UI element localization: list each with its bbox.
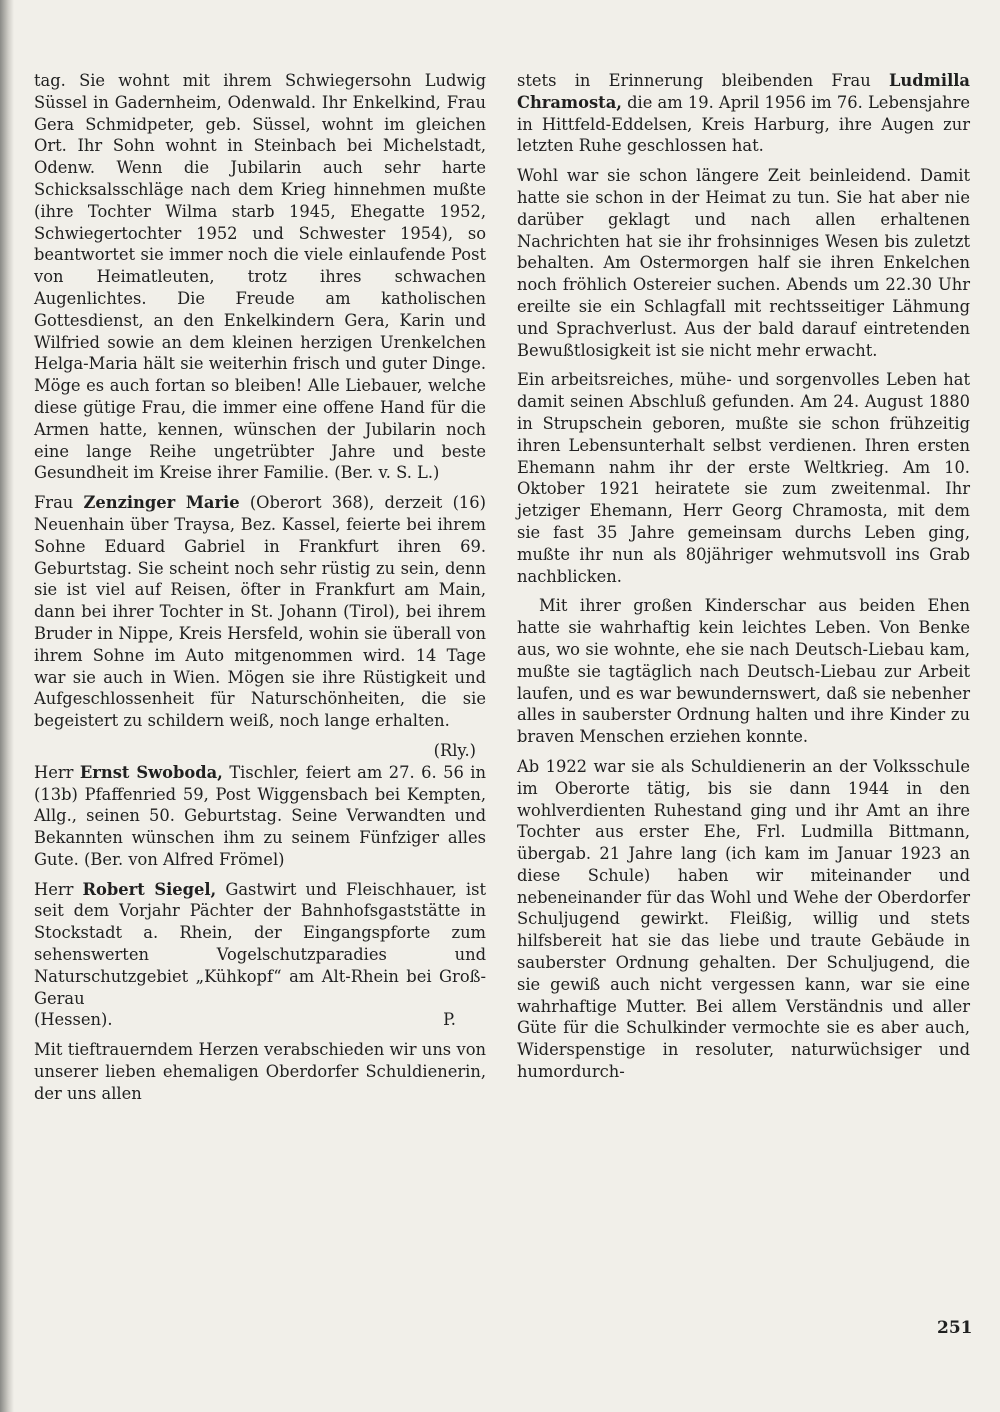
name-zenzinger: Zenzinger Marie: [83, 493, 240, 513]
left-column: [34, 70, 486, 1113]
binding-shadow: [0, 0, 14, 1412]
paragraph-illness: Wohl war sie schon längere Zeit beinleidend. Damit hatte sie schon in der Heimat zu tun. Sie hat aber nie darüber geklagt und nach allen erhaltenen Nachrichten hat sie ihr frohsinniges Wesen bis zuletzt behalten. Am Ostermorgen half sie ihren Enkelchen noch fröhlich Ostereier suchen. Abends um 22.30 Uhr ereilte sie ein Schlagfall mit rechtsseitiger Lähmung und Sprachverlust. Aus der bald darauf eintretenden Bewußtlosigkeit ist sie nicht mehr erwacht.: [517, 166, 970, 360]
signature-rly: (Rly.): [433, 740, 476, 760]
paragraph-chramosta-intro: stets in Erinnerung bleibenden Frau Ludmilla Chramosta, die am 19. April 1956 im 76. Lebensjahre in Hittfeld-Eddelsen, Kreis Harburg, ihre Augen zur letzten Ruhe geschlossen hat.: [517, 71, 970, 156]
paragraph-children: Mit ihrer großen Kinderschar aus beiden Ehen hatte sie wahrhaftig kein leichtes Leben. Von Benke aus, wo sie wohnte, ehe sie nach Deutsch-Liebau kam, mußte sie tagtäglich nach Deutsch-Liebau zur Arbeit laufen, und es war bewundernswert, daß sie nebenher alles in sauberster Ordnung halten und ihre Kinder zu braven Menschen erziehen konnte.: [517, 596, 970, 747]
paragraph-life: Ein arbeitsreiches, mühe- und sorgenvolles Leben hat damit seinen Abschluß gefunden. Am 24. August 1880 in Strupschein geboren, mußte sie schon frühzeitig ihren Lebensunterhalt selbst verdienen. Ihren ersten Ehemann nahm ihr der erste Weltkrieg. Am 10. Oktober 1921 heiratete sie zum zweitenmal. Ihr jetziger Ehemann, Herr Georg Chramosta, mit dem sie fast 35 Jahre gemeinsam durchs Leben ging, mußte ihr nun als 80jähriger wehmutsvoll ins Grab nachblicken.: [517, 370, 970, 586]
paragraph-swoboda: Herr Ernst Swoboda, Tischler, feiert am 27. 6. 56 in (13b) Pfaffenried 59, Post Wiggensbach bei Kempten, Allg., seinen 50. Geburtstag. Seine Verwandten und Bekannten wünschen ihm zu seinem Fünfziger alles Gute. (Ber. von Alfred Frömel): [34, 762, 486, 869]
paragraph-jubilarin: tag. Sie wohnt mit ihrem Schwiegersohn Ludwig Süssel in Gadernheim, Odenwald. Ihr Enkelkind, Frau Gera Schmidpeter, geb. Süssel, wohnt im gleichen Ort. Ihr Sohn wohnt in Steinbach bei Michelstadt, Odenw. Wenn die Jubilarin auch sehr harte Schicksalsschläge nach dem Krieg hinnehmen mußte (ihre Tochter Wilma starb 1945, Ehegatte 1952, Schwiegertochter 1952 und Schwester 1954), so beantwortet sie immer noch die viele einlaufende Post von Heimatleuten, trotz ihres schwachen Augenlichtes. Die Freude am katholischen Gottesdienst, an den Enkelkindern Gera, Karin und Wilfried sowie an dem kleinen herzigen Urenkelchen Helga-Maria hält sie weiterhin frisch und guter Dinge. Möge es auch fortan so bleiben! Alle Liebauer, welche diese gütige Frau, die immer eine offene Hand für die Armen hatte, kennen, wünschen der Jubilarin noch eine lange Reihe ungetrübter Jahre und beste Gesundheit im Kreise ihrer Familie. (Ber. v. S. L.): [34, 71, 486, 483]
paragraph-siegel: Herr Robert Siegel, Gastwirt und Fleischhauer, ist seit dem Vorjahr Pächter der Bahnhofsgaststätte in Stockstadt a. Rhein, der Eingangspforte zum sehenswerten Vogelschutzparadies und Naturschutzgebiet „Kühkopf“ am Alt-Rhein bei Groß-Gerau: [34, 879, 486, 1008]
siegel-signoff: (Hessen). P.: [34, 1010, 456, 1030]
paragraph-zenzinger: Frau Zenzinger Marie (Oberort 368), derzeit (16) Neuenhain über Traysa, Bez. Kassel, feierte bei ihrem Sohne Eduard Gabriel in Frankfurt ihren 69. Geburtstag. Sie scheint noch sehr rüstig zu sein, denn sie ist viel auf Reisen, öfter in Frankfurt am Main, dann bei ihrer Tochter in St. Johann (Tirol), bei ihrem Bruder in Nippe, Kreis Hersfeld, wohin sie überall von ihrem Sohne im Auto mitgenommen wird. 14 Tage war sie auch in Wien. Mögen sie ihre Rüstigkeit und Aufgeschlossenheit für Naturschönheiten, die sie begeistert zu schildern weiß, noch lange erhalten.: [34, 493, 486, 731]
name-swoboda: Ernst Swoboda,: [79, 762, 223, 782]
paragraph-farewell: Mit tieftrauerndem Herzen verabschieden wir uns von unserer lieben ehemaligen Oberdorfer Schuldienerin, der uns allen: [34, 1040, 486, 1103]
name-chramosta: Ludmilla Chramosta,: [517, 71, 970, 112]
page-number: 251: [937, 1318, 973, 1338]
name-siegel: Robert Siegel,: [82, 879, 217, 899]
paragraph-school: Ab 1922 war sie als Schuldienerin an der Volksschule im Oberorte tätig, bis sie dann 1944 in den wohlverdienten Ruhestand ging und ihr Amt an ihre Tochter aus erster Ehe, Frl. Ludmilla Bittmann, übergab. 21 Jahre lang (ich kam im Januar 1923 an diese Schule) haben wir miteinander und nebeneinander für das Wohl und Wehe der Oberdorfer Schuljugend gewirkt. Fleißig, willig und stets hilfsbereit hat sie das liebe und traute Gebäude in sauberster Ordnung gehalten. Der Schuljugend, die sie gewiß auch nicht vergessen kann, war sie eine wahrhaftige Mutter. Bei allem Verständnis und aller Güte für die Schulkinder vermochte sie es aber auch, Widerspenstige in resoluter, naturwüchsiger und humordurch-: [517, 756, 970, 1082]
right-column: [517, 70, 970, 1091]
signature-p: P.: [443, 1010, 456, 1030]
